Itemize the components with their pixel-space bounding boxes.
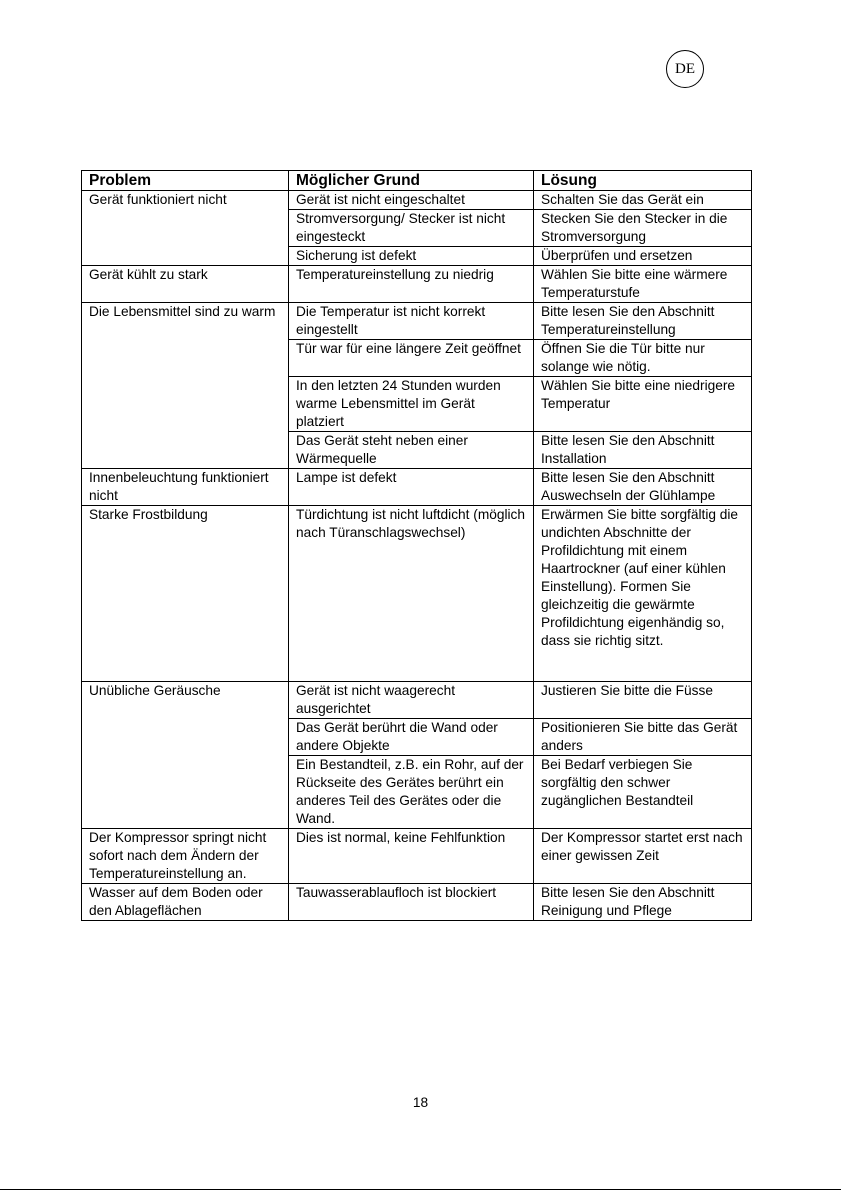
page-number: 18 <box>412 1095 429 1110</box>
reason-cell: Stromversorgung/ Stecker ist nicht eingesteckt <box>289 210 534 247</box>
reason-cell: Temperatureinstellung zu niedrig <box>289 266 534 303</box>
bottom-divider <box>0 1189 841 1190</box>
reason-cell: Das Gerät steht neben einer Wärmequelle <box>289 432 534 469</box>
reason-cell: Tür war für eine längere Zeit geöffnet <box>289 340 534 377</box>
reason-cell: Türdichtung ist nicht luftdicht (möglich nach Türanschlagswechsel) <box>289 506 534 682</box>
solution-cell: Schalten Sie das Gerät ein <box>534 191 752 210</box>
header-problem: Problem <box>82 171 289 191</box>
table-row <box>82 266 752 303</box>
table-row <box>82 829 752 884</box>
solution-cell: Bitte lesen Sie den Abschnitt Temperatureinstellung <box>534 303 752 340</box>
solution-cell: Wählen Sie bitte eine wärmere Temperaturstufe <box>534 266 752 303</box>
troubleshooting-table <box>81 170 752 921</box>
solution-cell: Bitte lesen Sie den Abschnitt Installation <box>534 432 752 469</box>
reason-cell: In den letzten 24 Stunden wurden warme Lebensmittel im Gerät platziert <box>289 377 534 432</box>
reason-cell: Lampe ist defekt <box>289 469 534 506</box>
table-row <box>82 506 752 682</box>
table-row <box>82 191 752 210</box>
solution-cell: Stecken Sie den Stecker in die Stromversorgung <box>534 210 752 247</box>
problem-cell: Die Lebensmittel sind zu warm <box>82 303 289 469</box>
solution-cell: Der Kompressor startet erst nach einer gewissen Zeit <box>534 829 752 884</box>
solution-cell: Überprüfen und ersetzen <box>534 247 752 266</box>
problem-cell: Innenbeleuchtung funktioniert nicht <box>82 469 289 506</box>
solution-cell: Wählen Sie bitte eine niedrigere Temperatur <box>534 377 752 432</box>
problem-cell: Starke Frostbildung <box>82 506 289 682</box>
reason-cell: Die Temperatur ist nicht korrekt eingestellt <box>289 303 534 340</box>
reason-cell: Tauwasserablaufloch ist blockiert <box>289 884 534 921</box>
reason-cell: Das Gerät berührt die Wand oder andere Objekte <box>289 719 534 756</box>
language-badge: DE <box>666 50 704 88</box>
reason-cell: Gerät ist nicht eingeschaltet <box>289 191 534 210</box>
table-header-row <box>82 171 752 191</box>
table-row <box>82 884 752 921</box>
table-row <box>82 682 752 719</box>
reason-cell: Ein Bestandteil, z.B. ein Rohr, auf der Rückseite des Gerätes berührt ein anderes Teil des Gerätes oder die Wand. <box>289 756 534 829</box>
table-row <box>82 303 752 340</box>
solution-cell: Justieren Sie bitte die Füsse <box>534 682 752 719</box>
solution-cell: Positionieren Sie bitte das Gerät anders <box>534 719 752 756</box>
solution-cell: Bei Bedarf verbiegen Sie sorgfältig den schwer zugänglichen Bestandteil <box>534 756 752 829</box>
problem-cell: Gerät funktioniert nicht <box>82 191 289 266</box>
problem-cell: Der Kompressor springt nicht sofort nach dem Ändern der Temperatureinstellung an. <box>82 829 289 884</box>
problem-cell: Unübliche Geräusche <box>82 682 289 829</box>
table-row <box>82 469 752 506</box>
reason-cell: Dies ist normal, keine Fehlfunktion <box>289 829 534 884</box>
reason-cell: Sicherung ist defekt <box>289 247 534 266</box>
solution-cell: Erwärmen Sie bitte sorgfältig die undichten Abschnitte der Profildichtung mit einem Haartrockner (auf einer kühlen Einstellung). Formen Sie gleichzeitig die gewärmte Profildichtung eigenhändig so, dass sie richtig sitzt. <box>534 506 752 682</box>
solution-cell: Bitte lesen Sie den Abschnitt Reinigung und Pflege <box>534 884 752 921</box>
solution-cell: Öffnen Sie die Tür bitte nur solange wie nötig. <box>534 340 752 377</box>
solution-cell: Bitte lesen Sie den Abschnitt Auswechseln der Glühlampe <box>534 469 752 506</box>
header-reason: Möglicher Grund <box>289 171 534 191</box>
problem-cell: Gerät kühlt zu stark <box>82 266 289 303</box>
header-solution: Lösung <box>534 171 752 191</box>
problem-cell: Wasser auf dem Boden oder den Ablageflächen <box>82 884 289 921</box>
reason-cell: Gerät ist nicht waagerecht ausgerichtet <box>289 682 534 719</box>
